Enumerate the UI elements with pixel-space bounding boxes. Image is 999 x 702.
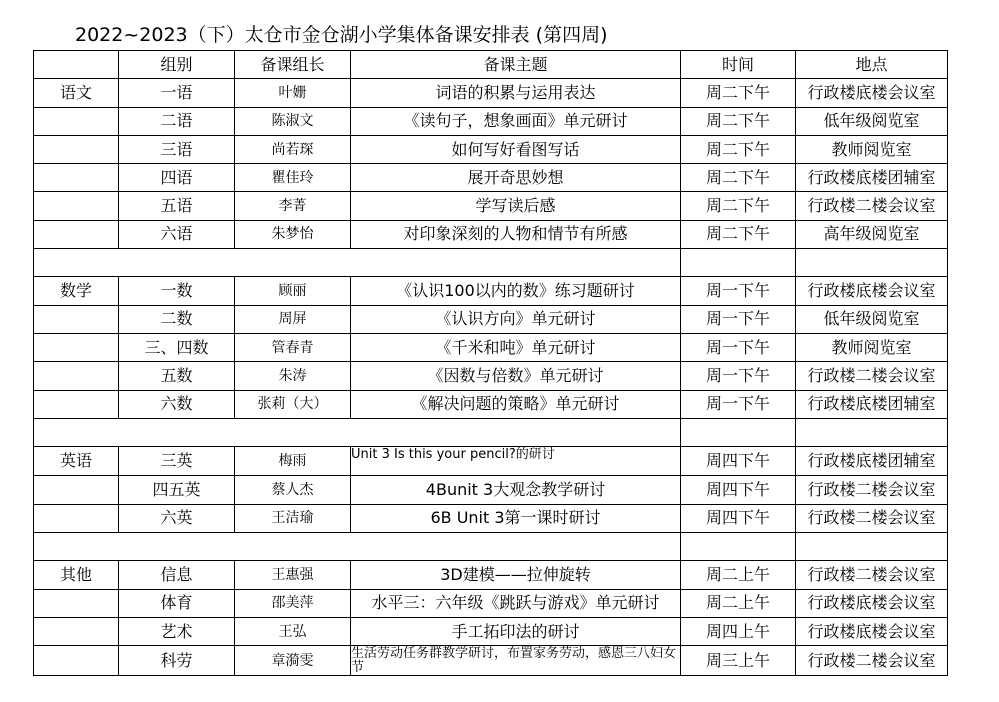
spacer-cell — [351, 418, 681, 446]
place-cell: 教师阅览室 — [796, 135, 948, 163]
table-row — [34, 646, 948, 676]
header-row — [34, 51, 948, 79]
topic-cell: 水平三：六年级《跳跃与游戏》单元研讨 — [351, 589, 681, 617]
spacer-row — [34, 418, 948, 446]
topic-cell: 《认识100以内的数》练习题研讨 — [351, 277, 681, 305]
leader-cell: 朱梦怡 — [235, 220, 351, 248]
subject-cell — [34, 107, 119, 135]
subject-cell — [34, 135, 119, 163]
spacer-cell — [796, 418, 948, 446]
leader-cell: 邵美萍 — [235, 589, 351, 617]
time-cell: 周二下午 — [681, 107, 796, 135]
group-cell: 三、四数 — [119, 333, 235, 361]
table-row — [34, 362, 948, 390]
group-cell: 艺术 — [119, 617, 235, 645]
group-cell: 科劳 — [119, 646, 235, 676]
table-row — [34, 135, 948, 163]
topic-cell: 《因数与倍数》单元研讨 — [351, 362, 681, 390]
table-row — [34, 504, 948, 532]
place-cell: 行政楼二楼会议室 — [796, 476, 948, 504]
place-cell: 行政楼二楼会议室 — [796, 362, 948, 390]
place-cell: 行政楼二楼会议室 — [796, 646, 948, 676]
topic-cell: 对印象深刻的人物和情节有所感 — [351, 220, 681, 248]
time-cell: 周四下午 — [681, 476, 796, 504]
spacer-row — [34, 249, 948, 277]
time-cell: 周四下午 — [681, 447, 796, 476]
subject-cell — [34, 220, 119, 248]
table-row — [34, 476, 948, 504]
topic-cell: Unit 3 Is this your pencil?的研讨 — [351, 447, 681, 476]
subject-cell — [34, 646, 119, 676]
topic-cell: 展开奇思妙想 — [351, 164, 681, 192]
leader-cell: 王弘 — [235, 617, 351, 645]
subject-cell — [34, 476, 119, 504]
spacer-cell — [681, 418, 796, 446]
spacer-cell — [34, 533, 119, 561]
leader-cell: 尚若琛 — [235, 135, 351, 163]
group-cell: 二语 — [119, 107, 235, 135]
topic-cell: 《千米和吨》单元研讨 — [351, 333, 681, 361]
leader-cell: 瞿佳玲 — [235, 164, 351, 192]
table-row — [34, 617, 948, 645]
page-title: 2022~2023（下）太仓市金仓湖小学集体备课安排表 (第四周) — [75, 24, 608, 46]
spacer-cell — [351, 533, 681, 561]
leader-cell: 叶姗 — [235, 79, 351, 107]
time-cell: 周四上午 — [681, 617, 796, 645]
subject-cell — [34, 333, 119, 361]
table-row — [34, 305, 948, 333]
leader-cell: 朱涛 — [235, 362, 351, 390]
time-cell: 周四下午 — [681, 504, 796, 532]
subject-cell: 数学 — [34, 277, 119, 305]
header-place: 地点 — [796, 51, 948, 79]
table-row — [34, 192, 948, 220]
table-row — [34, 561, 948, 589]
group-cell: 六数 — [119, 390, 235, 418]
spacer-row — [34, 533, 948, 561]
group-cell: 五数 — [119, 362, 235, 390]
time-cell: 周三上午 — [681, 646, 796, 676]
place-cell: 行政楼二楼会议室 — [796, 561, 948, 589]
time-cell: 周一下午 — [681, 390, 796, 418]
spacer-cell — [681, 249, 796, 277]
subject-cell — [34, 305, 119, 333]
leader-cell: 周屏 — [235, 305, 351, 333]
header-topic: 备课主题 — [351, 51, 681, 79]
time-cell: 周二下午 — [681, 220, 796, 248]
time-cell: 周一下午 — [681, 362, 796, 390]
time-cell: 周二上午 — [681, 589, 796, 617]
subject-cell — [34, 617, 119, 645]
time-cell: 周二下午 — [681, 79, 796, 107]
group-cell: 三英 — [119, 447, 235, 476]
subject-cell — [34, 362, 119, 390]
group-cell: 体育 — [119, 589, 235, 617]
group-cell: 四五英 — [119, 476, 235, 504]
topic-cell: 《读句子，想象画面》单元研讨 — [351, 107, 681, 135]
schedule-table — [33, 50, 948, 676]
table-row — [34, 447, 948, 476]
spacer-cell — [119, 418, 235, 446]
header-time: 时间 — [681, 51, 796, 79]
topic-cell: 《认识方向》单元研讨 — [351, 305, 681, 333]
topic-cell: 《解决问题的策略》单元研讨 — [351, 390, 681, 418]
leader-cell: 梅雨 — [235, 447, 351, 476]
subject-cell: 其他 — [34, 561, 119, 589]
table-row — [34, 79, 948, 107]
leader-cell: 蔡人杰 — [235, 476, 351, 504]
leader-cell: 王惠强 — [235, 561, 351, 589]
time-cell: 周一下午 — [681, 277, 796, 305]
group-cell: 二数 — [119, 305, 235, 333]
spacer-cell — [34, 418, 119, 446]
spacer-cell — [119, 249, 235, 277]
group-cell: 六英 — [119, 504, 235, 532]
group-cell: 四语 — [119, 164, 235, 192]
subject-cell — [34, 390, 119, 418]
place-cell: 行政楼底楼会议室 — [796, 589, 948, 617]
place-cell: 行政楼二楼会议室 — [796, 504, 948, 532]
topic-cell: 词语的积累与运用表达 — [351, 79, 681, 107]
time-cell: 周二下午 — [681, 164, 796, 192]
place-cell: 行政楼底楼团辅室 — [796, 390, 948, 418]
subject-cell: 语文 — [34, 79, 119, 107]
leader-cell: 章漪雯 — [235, 646, 351, 676]
place-cell: 行政楼底楼团辅室 — [796, 164, 948, 192]
time-cell: 周二下午 — [681, 192, 796, 220]
header-subject — [34, 51, 119, 79]
group-cell: 三语 — [119, 135, 235, 163]
table-row — [34, 107, 948, 135]
subject-cell — [34, 504, 119, 532]
place-cell: 行政楼底楼会议室 — [796, 277, 948, 305]
topic-cell: 学写读后感 — [351, 192, 681, 220]
table-row — [34, 333, 948, 361]
place-cell: 行政楼底楼会议室 — [796, 79, 948, 107]
place-cell: 行政楼底楼团辅室 — [796, 447, 948, 476]
time-cell: 周二下午 — [681, 135, 796, 163]
group-cell: 六语 — [119, 220, 235, 248]
group-cell: 信息 — [119, 561, 235, 589]
time-cell: 周一下午 — [681, 305, 796, 333]
topic-cell: 如何写好看图写话 — [351, 135, 681, 163]
table-row — [34, 277, 948, 305]
subject-cell: 英语 — [34, 447, 119, 476]
topic-cell: 6B Unit 3第一课时研讨 — [351, 504, 681, 532]
topic-cell: 3D建模——拉伸旋转 — [351, 561, 681, 589]
group-cell: 一数 — [119, 277, 235, 305]
header-leader: 备课组长 — [235, 51, 351, 79]
leader-cell: 李菁 — [235, 192, 351, 220]
place-cell: 教师阅览室 — [796, 333, 948, 361]
time-cell: 周一下午 — [681, 333, 796, 361]
spacer-cell — [796, 533, 948, 561]
table-row — [34, 589, 948, 617]
header-group: 组别 — [119, 51, 235, 79]
spacer-cell — [119, 533, 235, 561]
spacer-cell — [34, 249, 119, 277]
subject-cell — [34, 589, 119, 617]
place-cell: 低年级阅览室 — [796, 305, 948, 333]
group-cell: 一语 — [119, 79, 235, 107]
subject-cell — [34, 192, 119, 220]
leader-cell: 王洁瑜 — [235, 504, 351, 532]
place-cell: 低年级阅览室 — [796, 107, 948, 135]
spacer-cell — [235, 418, 351, 446]
place-cell: 高年级阅览室 — [796, 220, 948, 248]
topic-cell: 生活劳动任务群教学研讨，布置家务劳动，感恩三八妇女节 — [351, 646, 681, 676]
spacer-cell — [351, 249, 681, 277]
leader-cell: 管春青 — [235, 333, 351, 361]
topic-cell: 4Bunit 3大观念教学研讨 — [351, 476, 681, 504]
place-cell: 行政楼底楼会议室 — [796, 617, 948, 645]
spacer-cell — [235, 249, 351, 277]
topic-cell: 手工拓印法的研讨 — [351, 617, 681, 645]
spacer-cell — [681, 533, 796, 561]
leader-cell: 张莉（大） — [235, 390, 351, 418]
spacer-cell — [235, 533, 351, 561]
table-row — [34, 220, 948, 248]
place-cell: 行政楼二楼会议室 — [796, 192, 948, 220]
subject-cell — [34, 164, 119, 192]
spacer-cell — [796, 249, 948, 277]
group-cell: 五语 — [119, 192, 235, 220]
table-row — [34, 390, 948, 418]
table-row — [34, 164, 948, 192]
time-cell: 周二上午 — [681, 561, 796, 589]
leader-cell: 顾丽 — [235, 277, 351, 305]
leader-cell: 陈淑文 — [235, 107, 351, 135]
